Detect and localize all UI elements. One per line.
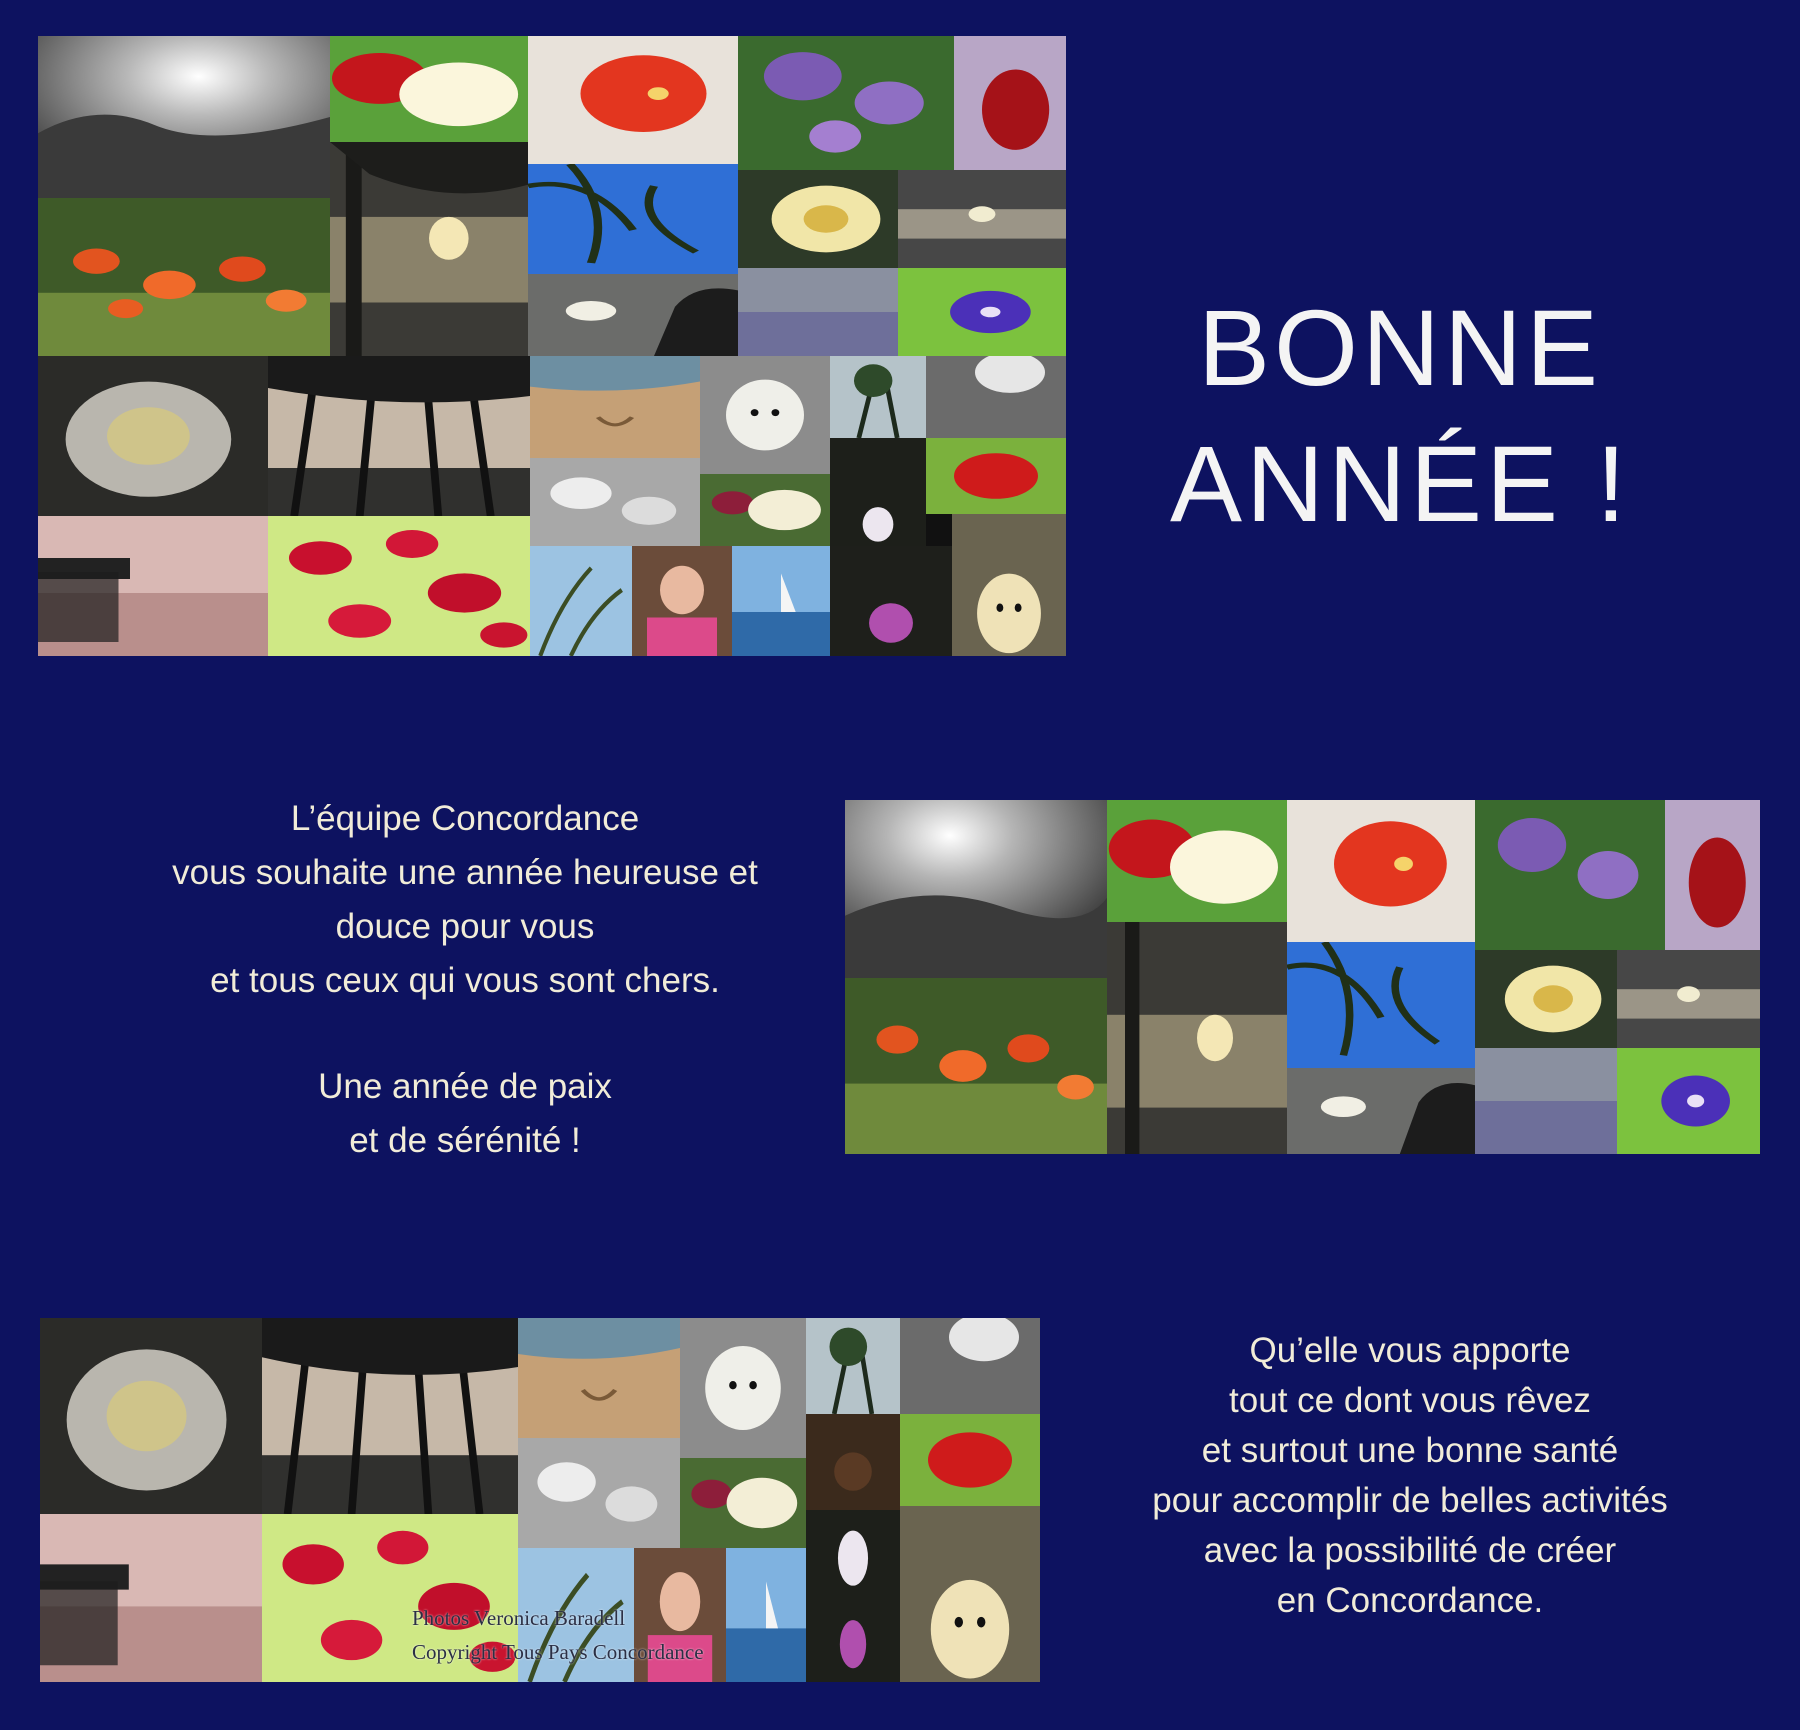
photo-rose-pair [680,1458,806,1548]
photo-palm-trees [830,356,926,438]
photo-white-rose [40,1318,262,1514]
photo-red-rose [900,1414,1040,1506]
photo-palm-sunset-beach [268,356,530,516]
photo-red-flower [954,36,1066,170]
photo-poppies [845,978,1107,1154]
photo-sky-haze [900,1318,1040,1414]
photo-blue-sky-palm [528,164,738,274]
photo-beach-sunset-tree [1107,922,1287,1154]
photo-yellow-rose [1475,950,1617,1048]
photo-red-hibiscus [528,36,738,164]
photo-purple-flowers [738,36,954,170]
message-line: avec la possibilité de créer [1203,1531,1617,1570]
copyright-notice: Copyright Tous Pays Concordance [412,1640,704,1664]
photo-pier-lake-sunset [40,1514,262,1682]
photo-bougainvillea [268,516,530,656]
photo-sunset-shore [1617,950,1760,1048]
message-line: en Concordance. [1276,1581,1544,1620]
message-line: L’équipe Concordance [290,799,640,838]
greeting-title-line2: ANNÉE ! [1169,423,1631,544]
photo-palm-sunset [1287,1068,1475,1154]
photo-tree-branches [530,546,632,656]
photo-sand-heart [530,356,700,458]
greeting-title [1120,280,1680,552]
message-line: douce pour vous [335,907,595,946]
message-line: pour accomplir de belles activités [1152,1481,1668,1520]
photo-palm-trees [806,1318,900,1414]
photo-yellow-rose [738,170,898,268]
greeting-title-line1: BONNE [1197,287,1603,408]
photo-palm-sunset [528,274,738,356]
message-line: Une année de paix [318,1067,612,1106]
message-line: Qu’elle vous apporte [1249,1331,1571,1370]
photo-white-flower [806,1510,900,1682]
photo-sailboat-sky [732,546,830,656]
photo-morning-glory [898,268,1066,356]
photo-red-rose-white-rose [330,36,528,142]
photo-dark-leaves [806,1414,900,1510]
message-line: et de sérénité ! [349,1121,581,1160]
photo-red-rose-white-rose [1107,800,1287,922]
photo-sun-through-trees [845,800,1107,978]
photo-sky-haze [926,356,1066,438]
photo-white-rose [38,356,268,516]
photo-collage-middle [845,800,1760,1154]
message-wishes-health [1060,1326,1760,1626]
photo-white-flowers-gray [518,1438,680,1548]
photo-sailboat-sky [726,1548,806,1682]
photo-rose-pair [700,474,830,546]
photo-credit: Photos Veronica Baradell [412,1606,626,1630]
photo-white-flowers-gray [530,458,700,546]
photo-red-rose [926,438,1066,514]
photo-sunset-shore [898,170,1066,268]
photo-pier-lake-sunset [38,516,268,656]
photo-morning-glory [1617,1048,1760,1154]
photo-poppies [38,198,330,356]
photo-dark-leaves [830,438,926,546]
photo-purple-flowers [1475,800,1665,950]
photo-blue-sky-palm [1287,942,1475,1068]
photo-beach-sunset-tree [330,142,528,356]
photo-yellow-dog [900,1506,1040,1682]
photo-yellow-dog [952,514,1066,656]
photo-sun-through-trees [38,36,330,198]
photo-red-flower [1665,800,1760,950]
photo-pink-flower [830,546,952,656]
message-line: vous souhaite une année heureuse et [172,853,758,892]
photo-sand-heart [518,1318,680,1438]
photo-misty-garden [738,268,898,356]
photo-collage-top [38,36,1066,656]
photo-red-hibiscus [1287,800,1475,942]
message-line: tout ce dont vous rêvez [1229,1381,1591,1420]
photo-white-dog [700,356,830,474]
message-line: et surtout une bonne santé [1201,1431,1619,1470]
message-line: et tous ceux qui vous sont chers. [210,961,720,1000]
photo-girl-with-puppy [632,546,732,656]
photo-palm-sunset-beach [262,1318,518,1514]
photo-misty-garden [1475,1048,1617,1154]
message-team-wishes [100,792,830,1168]
photo-white-dog [680,1318,806,1458]
